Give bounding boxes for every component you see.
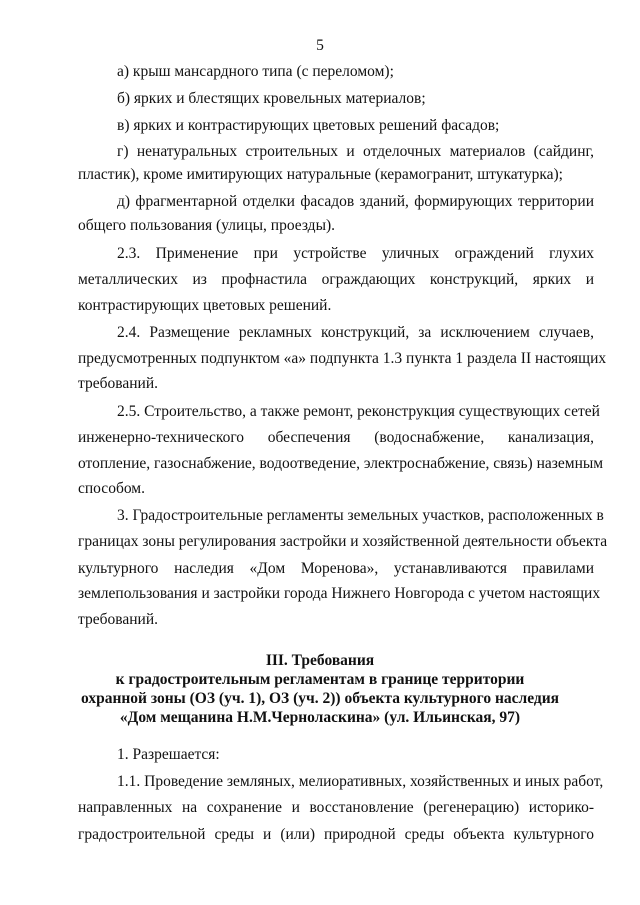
text-line: землепользования и застройки города Нижнего Новгорода с учетом настоящих [78, 585, 601, 602]
section-heading-line: к градостроительным регламентам в границе территории [115, 671, 525, 688]
text-line: направленных на сохранение и восстановление (регенерацию) историко- [78, 799, 594, 816]
text-line: культурного наследия «Дом Моренова», устанавливаются правилами [78, 560, 594, 577]
text-line: г) ненатуральных строительных и отделочных материалов (сайдинг, [117, 143, 594, 160]
text-line: 2.3. Применение при устройстве уличных ограждений глухих [117, 245, 594, 262]
text-line: пластик), кроме имитирующих натуральные (керамогранит, штукатурка); [78, 166, 563, 183]
text-line: а) крыш мансардного типа (с переломом); [117, 63, 394, 80]
text-line: требований. [78, 375, 158, 392]
text-line: способом. [78, 480, 145, 497]
section-heading-line: «Дом мещанина Н.М.Черноласкина» (ул. Ильинская, 97) [119, 709, 521, 726]
text-line: отопление, газоснабжение, водоотведение, электроснабжение, связь) наземным [78, 455, 604, 472]
text-line: в) ярких и контрастирующих цветовых решений фасадов; [117, 117, 500, 134]
text-line: контрастирующих цветовых решений. [78, 297, 332, 314]
section-heading-line: охранной зоны (ОЗ (уч. 1), ОЗ (уч. 2)) объекта культурного наследия [80, 690, 560, 707]
text-line: инженерно-технического обеспечения (водоснабжение, канализация, [78, 429, 594, 446]
text-line: 2.4. Размещение рекламных конструкций, за исключением случаев, [117, 324, 594, 341]
text-line: градостроительной среды и (или) природной среды объекта культурного [78, 826, 594, 843]
text-line: б) ярких и блестящих кровельных материалов; [117, 90, 426, 107]
text-line: металлических из профнастила ограждающих конструкций, ярких и [78, 271, 594, 288]
text-line: д) фрагментарной отделки фасадов зданий, формирующих территории [117, 193, 594, 210]
text-line: общего пользования (улицы, проезды). [78, 217, 336, 234]
text-line: 2.5. Строительство, а также ремонт, реконструкция существующих сетей [117, 403, 600, 420]
section-heading-line: III. Требования [265, 652, 375, 669]
text-line: предусмотренных подпунктом «а» подпункта 1.3 пункта 1 раздела II настоящих [78, 350, 607, 367]
text-line: границах зоны регулирования застройки и хозяйственной деятельности объекта [78, 533, 608, 550]
text-line: 3. Градостроительные регламенты земельных участков, расположенных в [117, 507, 604, 524]
text-line: 1.1. Проведение земляных, мелиоративных, хозяйственных и иных работ, [117, 773, 604, 790]
text-line: 1. Разрешается: [117, 746, 220, 763]
page-number: 5 [316, 37, 324, 54]
text-line: требований. [78, 611, 158, 628]
